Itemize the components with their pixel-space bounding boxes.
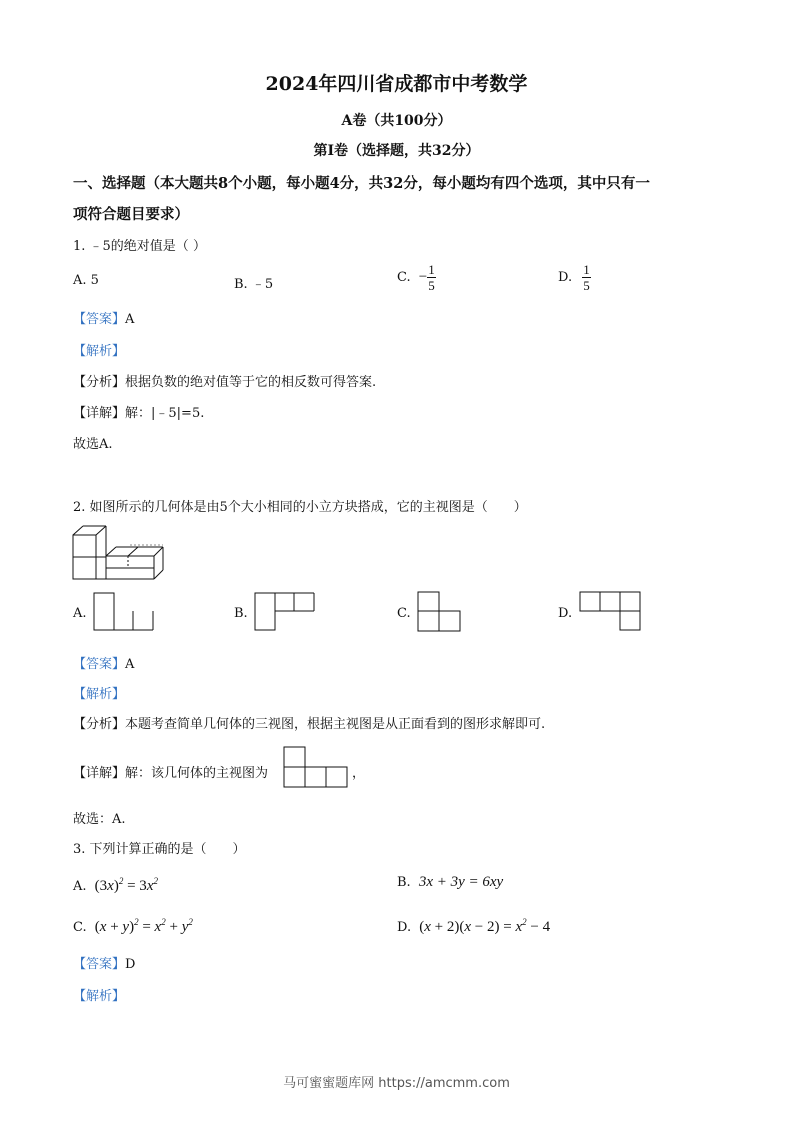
page-title: 2024年四川省成都市中考数学 (265, 73, 528, 95)
q2-fenxi-text: 本题考查简单几何体的三视图，根据主视图是从正面看到的图形求解即可. (125, 717, 546, 732)
q3-option-d-label: D. (397, 920, 412, 935)
fenxi-tag: 【分析】 (73, 375, 126, 390)
footer-watermark: 马可蜜蜜题库网 https://amcmm.com (283, 1076, 510, 1091)
q1-conclusion: 故选A. (73, 437, 113, 452)
q2-fenxi (73, 713, 545, 732)
q1-option-c (397, 262, 436, 293)
q2-answer-value: A (125, 657, 135, 672)
q3-option-c-label: C. (73, 920, 87, 935)
detail-tag: 【详解】 (73, 406, 126, 421)
q3-stem: 3. 下列计算正确的是（ ） (73, 842, 246, 857)
q2-option-d-figure (579, 591, 643, 633)
section1-heading-line2: 项符合题目要求） (73, 206, 189, 223)
q3-option-a (73, 876, 158, 895)
q1-option-c-sign: − (418, 269, 428, 285)
q1-fenxi (73, 371, 376, 390)
q1-detail (73, 402, 204, 421)
q3-option-d-expression: $(x + 2)(x - 2) = x^2 - 4$ (419, 917, 551, 935)
q1-option-b: B. ﹣5 (234, 277, 274, 292)
q2-stem: 2. 如图所示的几何体是由5个大小相同的小立方块搭成，它的主视图是（ ） (73, 500, 527, 515)
q1-analysis-tag: 【解析】 (73, 344, 126, 359)
q2-solid-figure (70, 520, 166, 582)
q1-option-d-fraction (582, 262, 591, 293)
q2-option-b-figure (254, 592, 316, 632)
q2-option-d-label: D. (558, 606, 573, 621)
q1-option-d-denominator: 5 (583, 278, 590, 293)
q2-detail (73, 762, 268, 781)
q2-detail-front-view (283, 746, 351, 790)
q1-option-c-fraction (427, 262, 436, 293)
q3-option-d (397, 917, 550, 936)
q1-fenxi-text: 根据负数的绝对值等于它的相反数可得答案. (125, 375, 377, 390)
q3-analysis-tag: 【解析】 (73, 989, 126, 1004)
q2-option-b-label: B. (234, 606, 248, 621)
q2-detail-text: 解：该几何体的主视图为 (125, 766, 269, 781)
q3-option-a-expression: $(3x)^2 = 3x^2$ (94, 876, 158, 894)
paper-a-heading: A卷（共100分） (341, 113, 452, 129)
q2-conclusion: 故选：A. (73, 812, 126, 827)
q1-option-c-numerator: 1 (428, 262, 435, 277)
q3-option-c (73, 917, 193, 936)
q1-option-c-denominator: 5 (428, 278, 435, 293)
q2-analysis-tag: 【解析】 (73, 687, 126, 702)
q1-option-d-numerator: 1 (583, 262, 590, 277)
q2-answer (73, 653, 134, 672)
q2-option-c-figure (417, 591, 463, 633)
q2-option-c-label: C. (397, 606, 411, 621)
q1-option-d (558, 262, 591, 293)
detail-tag: 【详解】 (73, 766, 126, 781)
q1-detail-text: 解：|﹣5|=5. (125, 406, 205, 421)
q1-option-c-label: C. (397, 270, 411, 285)
answer-tag: 【答案】 (73, 657, 126, 672)
q1-answer (73, 308, 134, 327)
part1-heading: 第I卷（选择题，共32分） (313, 143, 480, 159)
section1-heading-line1: 一、选择题（本大题共8个小题，每小题4分，共32分，每小题均有四个选项，其中只有一 (73, 175, 650, 192)
q3-option-b-expression: 3x + 3y = 6xy (418, 874, 504, 890)
q2-detail-comma: ， (352, 766, 366, 781)
q3-option-c-expression: $(x + y)^2 = x^2 + y^2$ (94, 917, 193, 935)
q1-answer-value: A (125, 312, 135, 327)
q3-option-b (397, 874, 503, 891)
q3-answer-value: D (125, 957, 136, 972)
q3-option-a-label: A. (73, 879, 87, 894)
q2-option-a-label: A. (73, 606, 87, 621)
q1-stem: 1. ﹣5的绝对值是（ ） (73, 239, 206, 254)
fenxi-tag: 【分析】 (73, 717, 126, 732)
q1-option-a: A. 5 (73, 273, 99, 288)
answer-tag: 【答案】 (73, 312, 126, 327)
q3-answer (73, 953, 135, 972)
answer-tag: 【答案】 (73, 957, 126, 972)
q3-option-b-label: B. (397, 875, 411, 890)
q2-option-a-figure (93, 592, 155, 632)
q1-option-d-label: D. (558, 270, 573, 285)
